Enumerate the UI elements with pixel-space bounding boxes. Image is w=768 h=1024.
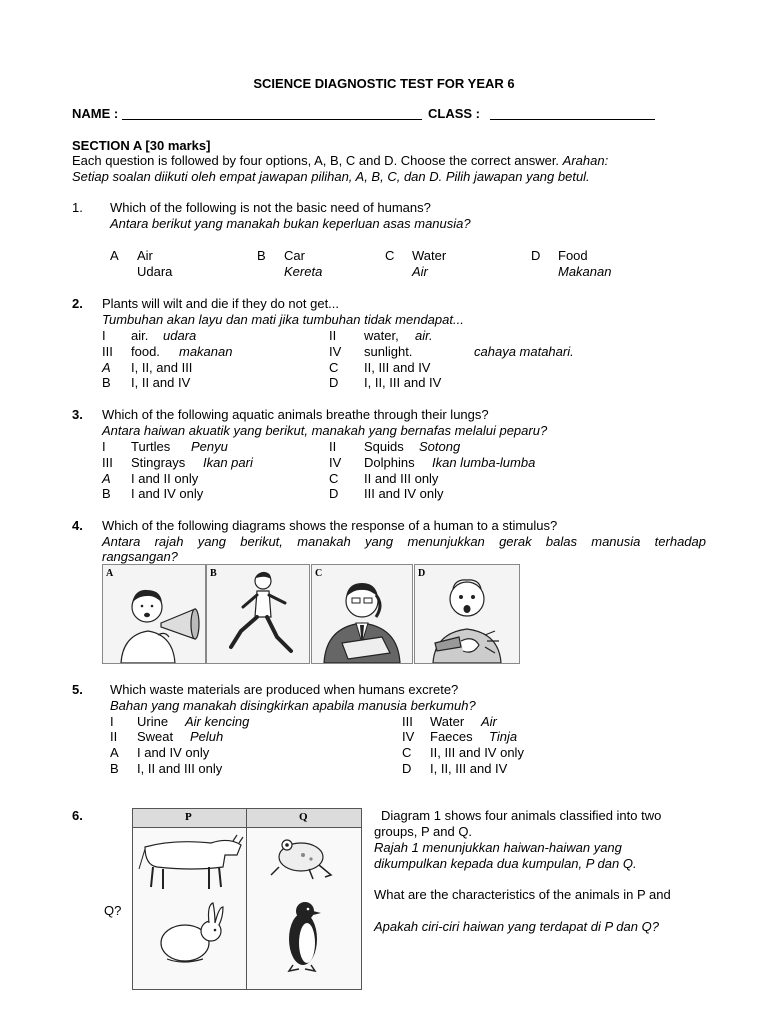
q4-panel-a[interactable] bbox=[102, 564, 206, 664]
boy-running-illustration bbox=[207, 565, 309, 663]
q5-answer-letter[interactable]: C bbox=[402, 745, 412, 760]
q2-answer-text[interactable]: I, II and IV bbox=[131, 375, 191, 390]
q1-option-a-ms: Udara bbox=[137, 264, 173, 279]
q1-option-b-letter[interactable]: B bbox=[257, 248, 266, 263]
q1-text-ms: Antara berikut yang manakah bukan keperluan asas manusia? bbox=[110, 216, 471, 231]
boy-touching-iron-illustration bbox=[415, 565, 519, 663]
q5-item-roman: I bbox=[110, 714, 114, 729]
q2-number: 2. bbox=[72, 296, 83, 311]
group-q-label: Q bbox=[299, 811, 308, 823]
q3-item-roman: IV bbox=[329, 455, 342, 470]
q3-answer-text[interactable]: I and IV only bbox=[131, 486, 204, 501]
q4-text-ms-line1: Antara rajah yang berikut, manakah yang menunjukkan gerak balas manusia terhadap bbox=[102, 534, 706, 549]
q2-item-en: sunlight. bbox=[364, 344, 413, 359]
q3-item-en: Stingrays bbox=[131, 455, 186, 470]
q5-answer-text[interactable]: I, II, III and IV bbox=[430, 761, 508, 776]
q6-text-ms-line1: Rajah 1 menunjukkan haiwan-haiwan yang bbox=[374, 840, 622, 855]
q2-item-ms: air. bbox=[415, 328, 433, 343]
q5-item-en: Water bbox=[430, 714, 465, 729]
instruction-ms-label: Arahan: bbox=[562, 153, 609, 168]
boy-shouting-megaphone-illustration bbox=[103, 565, 205, 663]
rabbit-icon bbox=[161, 903, 223, 962]
q5-item-ms: Peluh bbox=[190, 729, 224, 744]
q3-answer-letter[interactable]: C bbox=[329, 471, 339, 486]
q1-option-c-letter[interactable]: C bbox=[385, 248, 395, 263]
q5-item-en: Urine bbox=[137, 714, 169, 729]
q3-item-en: Squids bbox=[364, 439, 404, 454]
q3-item-roman: II bbox=[329, 439, 337, 454]
q1-option-c-ms: Air bbox=[412, 264, 428, 279]
section-instruction-en bbox=[72, 153, 608, 169]
class-label: CLASS : bbox=[428, 106, 480, 121]
q2-answer-letter[interactable]: C bbox=[329, 360, 339, 375]
q4-panel-label: B bbox=[210, 568, 217, 579]
group-p-label: P bbox=[185, 811, 192, 823]
q5-item-en: Faeces bbox=[430, 729, 473, 744]
q3-item-ms: Penyu bbox=[191, 439, 228, 454]
q5-answer-text[interactable]: I, II and III only bbox=[137, 761, 223, 776]
q2-text-ms: Tumbuhan akan layu dan mati jika tumbuhan tidak mendapat... bbox=[102, 312, 464, 327]
q2-item-en: food. bbox=[131, 344, 160, 359]
q1-option-c-en[interactable]: Water bbox=[412, 248, 447, 263]
q5-item-roman: IV bbox=[402, 729, 415, 744]
instruction-en-text: Each question is followed by four options, A, B, C and D. Choose the correct answer. bbox=[72, 153, 560, 168]
q2-item-roman: IV bbox=[329, 344, 342, 359]
q6-text-en-line1: Diagram 1 shows four animals classified into two bbox=[381, 808, 662, 823]
q4-panel-c[interactable] bbox=[311, 564, 413, 664]
q5-number: 5. bbox=[72, 682, 83, 697]
q2-answer-letter[interactable]: D bbox=[329, 375, 339, 390]
q5-answer-text[interactable]: I and IV only bbox=[137, 745, 210, 760]
q1-number: 1. bbox=[72, 200, 83, 215]
q3-answer-letter[interactable]: B bbox=[102, 486, 111, 501]
q3-answer-letter[interactable]: A bbox=[102, 471, 111, 486]
q4-panel-label: C bbox=[315, 568, 323, 579]
q5-item-ms: Air bbox=[481, 714, 497, 729]
q2-item-en: air. bbox=[131, 328, 149, 343]
q1-option-d-en[interactable]: Food bbox=[558, 248, 588, 263]
q2-item-roman: III bbox=[102, 344, 113, 359]
q3-item-en: Dolphins bbox=[364, 455, 415, 470]
q4-text-ms-line2: rangsangan? bbox=[102, 549, 178, 564]
q2-answer-letter[interactable]: B bbox=[102, 375, 111, 390]
q1-option-b-ms: Kereta bbox=[284, 264, 323, 279]
q6-text-en-line2: groups, P and Q. bbox=[374, 824, 473, 839]
q5-item-en: Sweat bbox=[137, 729, 174, 744]
name-blank-line[interactable] bbox=[122, 119, 422, 120]
q5-item-roman: II bbox=[110, 729, 118, 744]
q1-option-a-en[interactable]: Air bbox=[137, 248, 153, 263]
q3-item-en: Turtles bbox=[131, 439, 171, 454]
q6-text-en-q-cont: Q? bbox=[104, 903, 122, 918]
q4-text-en: Which of the following diagrams shows the response of a human to a stimulus? bbox=[102, 518, 558, 533]
q1-option-b-en[interactable]: Car bbox=[284, 248, 305, 263]
q3-answer-letter[interactable]: D bbox=[329, 486, 339, 501]
q2-item-roman: II bbox=[329, 328, 337, 343]
q4-number: 4. bbox=[72, 518, 83, 533]
q3-answer-text[interactable]: III and IV only bbox=[364, 486, 444, 501]
q6-question-ms: Apakah ciri-ciri haiwan yang terdapat di P dan Q? bbox=[374, 919, 659, 934]
q5-item-roman: III bbox=[402, 714, 413, 729]
q3-item-roman: I bbox=[102, 439, 106, 454]
q1-option-a-letter[interactable]: A bbox=[110, 248, 119, 263]
q2-item-ms: udara bbox=[163, 328, 197, 343]
q3-item-roman: III bbox=[102, 455, 113, 470]
q2-answer-letter[interactable]: A bbox=[102, 360, 111, 375]
q6-classification-diagram bbox=[132, 808, 362, 990]
q5-answer-letter[interactable]: D bbox=[402, 761, 412, 776]
man-on-phone-reading-illustration bbox=[312, 565, 412, 663]
q1-text-en: Which of the following is not the basic need of humans? bbox=[110, 200, 431, 215]
q3-answer-text[interactable]: I and II only bbox=[131, 471, 199, 486]
q6-question-en: What are the characteristics of the animals in P and bbox=[374, 887, 671, 902]
q5-item-ms: Air kencing bbox=[185, 714, 250, 729]
q5-item-ms: Tinja bbox=[489, 729, 518, 744]
q5-answer-text[interactable]: II, III and IV only bbox=[430, 745, 524, 760]
q4-panel-label: A bbox=[106, 568, 114, 579]
q2-text-en: Plants will wilt and die if they do not get... bbox=[102, 296, 340, 311]
q2-answer-text[interactable]: I, II, III and IV bbox=[364, 375, 442, 390]
q3-text-ms: Antara haiwan akuatik yang berikut, manakah yang bernafas melalui peparu? bbox=[102, 423, 548, 438]
q2-answer-text[interactable]: I, II, and III bbox=[131, 360, 193, 375]
q5-answer-letter[interactable]: B bbox=[110, 761, 119, 776]
q5-answer-letter[interactable]: A bbox=[110, 745, 119, 760]
q4-panel-label: D bbox=[418, 568, 426, 579]
cow-icon bbox=[139, 835, 243, 889]
page-title: SCIENCE DIAGNOSTIC TEST FOR YEAR 6 bbox=[253, 76, 515, 91]
q1-option-d-letter[interactable]: D bbox=[531, 248, 541, 263]
q3-number: 3. bbox=[72, 407, 83, 422]
q4-panel-b[interactable] bbox=[206, 564, 310, 664]
q3-text-en: Which of the following aquatic animals breathe through their lungs? bbox=[102, 407, 489, 422]
name-label: NAME : bbox=[72, 106, 119, 121]
q3-item-ms: Ikan lumba-lumba bbox=[432, 455, 536, 470]
q1-option-d-ms: Makanan bbox=[558, 264, 612, 279]
q2-answer-text[interactable]: II, III and IV bbox=[364, 360, 431, 375]
q5-text-en: Which waste materials are produced when humans excrete? bbox=[110, 682, 459, 697]
q3-item-ms: Ikan pari bbox=[203, 455, 253, 470]
penguin-icon bbox=[289, 902, 321, 971]
q6-number: 6. bbox=[72, 808, 83, 823]
q2-item-ms: cahaya matahari. bbox=[474, 344, 574, 359]
section-instruction-ms: Setiap soalan diikuti oleh empat jawapan pilihan, A, B, C, dan D. Pilih jawapan yang betul. bbox=[72, 169, 590, 184]
q2-item-en: water, bbox=[364, 328, 399, 343]
q2-item-ms: makanan bbox=[179, 344, 233, 359]
animals-illustration bbox=[133, 809, 361, 989]
q6-text-ms-line2: dikumpulkan kepada dua kumpulan, P dan Q. bbox=[374, 856, 637, 871]
q2-item-roman: I bbox=[102, 328, 106, 343]
q5-text-ms: Bahan yang manakah disingkirkan apabila manusia berkumuh? bbox=[110, 698, 476, 713]
q4-panel-d[interactable] bbox=[414, 564, 520, 664]
frog-icon bbox=[271, 840, 331, 879]
q3-answer-text[interactable]: II and III only bbox=[364, 471, 439, 486]
section-heading: SECTION A [30 marks] bbox=[72, 138, 211, 153]
q3-item-ms: Sotong bbox=[419, 439, 461, 454]
class-blank-line[interactable] bbox=[490, 119, 655, 120]
